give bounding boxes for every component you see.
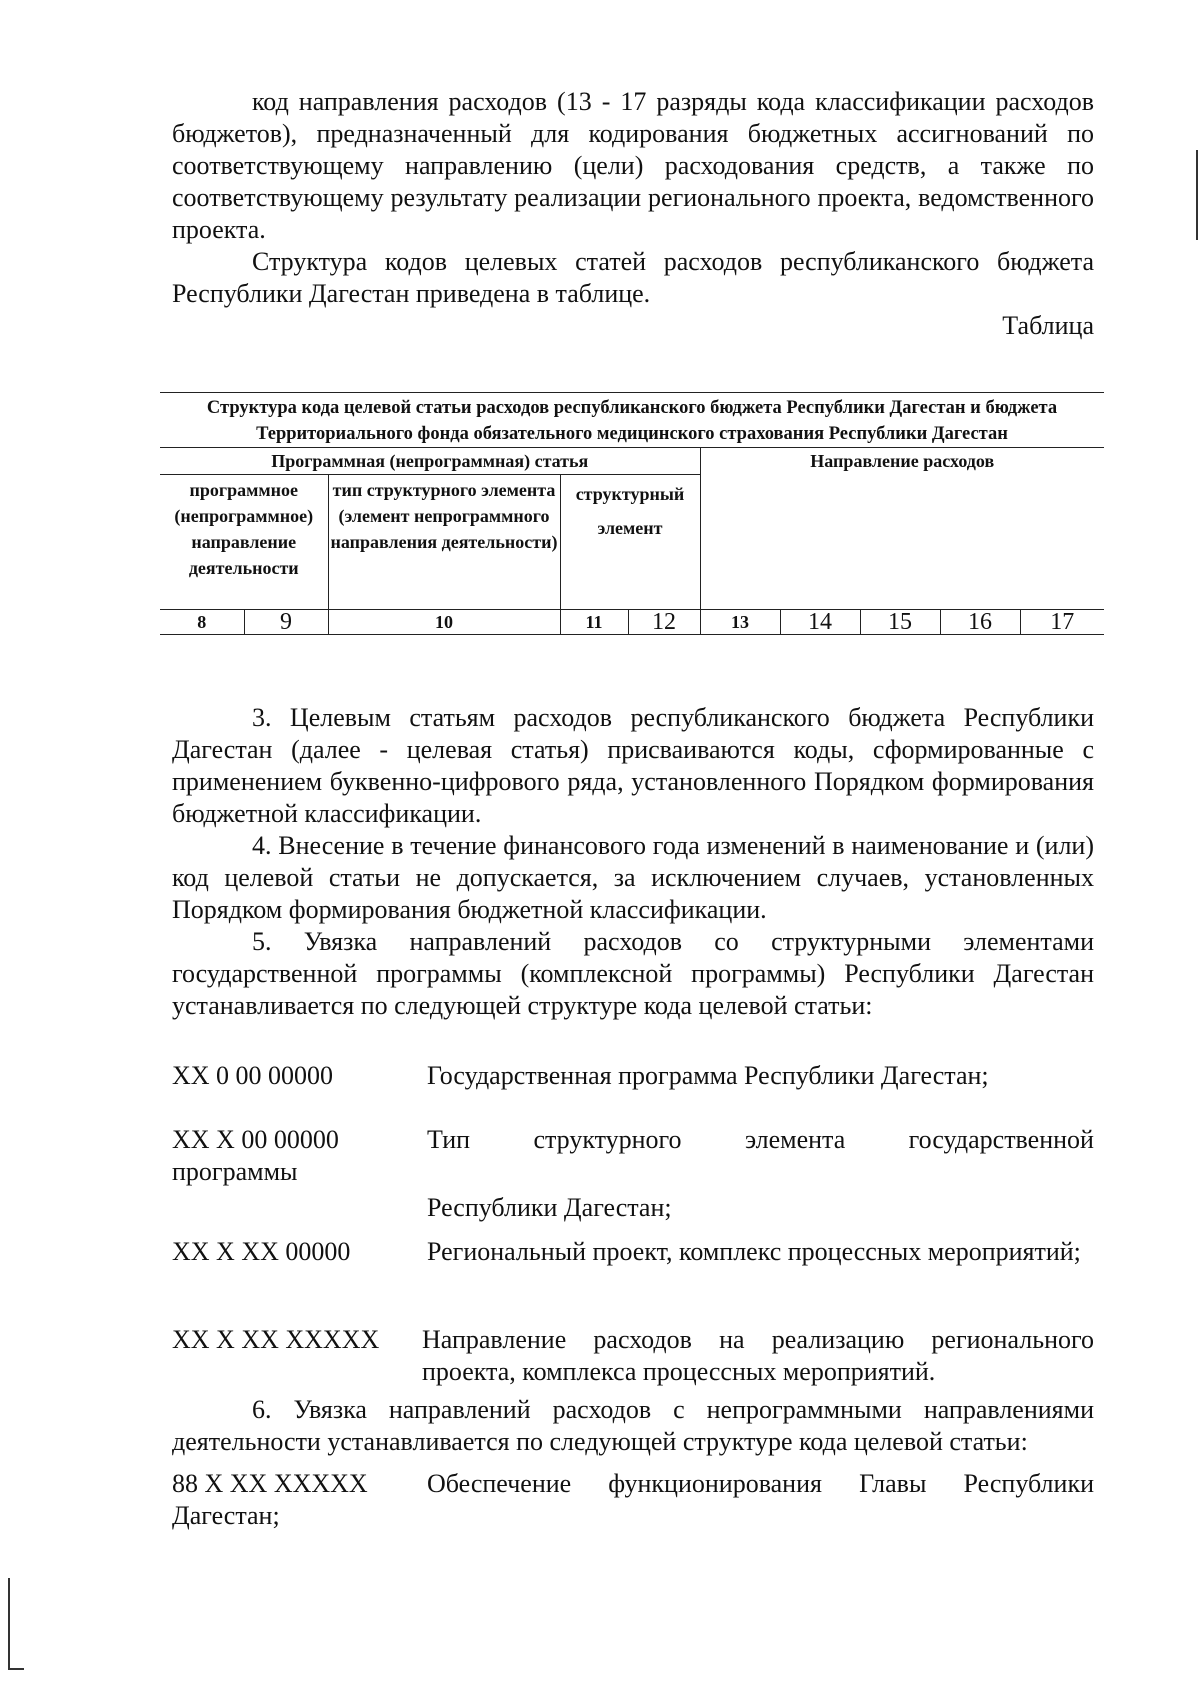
code-description-line2: Республики Дагестан; xyxy=(427,1193,672,1222)
table-digit-cell: 8 xyxy=(160,610,244,635)
paragraph: 6. Увязка направлений расходов с непрограммными направлениями деятельности устанавливается по следующей структуре кода целевой статьи: xyxy=(172,1395,1094,1456)
code-value: XX X 00 00000 xyxy=(172,1125,339,1154)
table-label: Таблица xyxy=(1002,311,1094,340)
code-description: Обеспечение функционирования Главы Республики Дагестан; xyxy=(172,1469,1094,1530)
paragraph: 3. Целевым статьям расходов республиканского бюджета Республики Дагестан (далее - целевая статья) присваиваются коды, сформированные с применением буквенно-цифрового ряда, установленного Порядком формирования бюджетной классификации. xyxy=(172,703,1094,828)
table-digit-cell: 15 xyxy=(860,610,940,635)
code-description: Направление расходов на реализацию регионального проекта, комплекса процессных мероприятий. xyxy=(422,1325,1094,1386)
code-row xyxy=(172,1468,1094,1532)
scan-edge-mark xyxy=(8,1578,10,1670)
table-header-col1: программное (непрограммное) направление деятельности xyxy=(160,475,328,610)
table-header-col3: структурный элемент xyxy=(560,475,700,610)
code-description-word: государственной xyxy=(908,1125,1094,1154)
code-row xyxy=(172,1124,1094,1224)
body-section xyxy=(172,702,1094,1022)
code-value: XX 0 00 00000 xyxy=(172,1061,334,1090)
paragraph: 5. Увязка направлений расходов со структурными элементами государственной программы (комплексной программы) Республики Дагестан устанавливается по следующей структуре кода целевой статьи: xyxy=(172,927,1094,1020)
table-digit-cell: 16 xyxy=(940,610,1020,635)
table-title: Структура кода целевой статьи расходов республиканского бюджета Республики Дагестан и бюджета Территориального фонда обязательного медицинского страхования Республики Дагестан xyxy=(206,398,1058,444)
code-description-wrap: программы xyxy=(172,1157,298,1186)
table-header-col2: тип структурного элемента (элемент непрограммного направления деятельности) xyxy=(328,475,560,610)
paragraph: 4. Внесение в течение финансового года изменений в наименование и (или) код целевой статьи не допускается, за исключением случаев, установленных Порядком формирования бюджетной классификации. xyxy=(172,831,1094,924)
code-row xyxy=(172,1324,1094,1388)
code-value: 88 X XX XXXXX xyxy=(172,1469,368,1498)
nonprogram-section xyxy=(172,1394,1094,1458)
code-description xyxy=(427,1124,1094,1156)
code-description: Государственная программа Республики Дагестан; xyxy=(427,1061,989,1090)
table-header-direction: Направление расходов xyxy=(700,448,1104,610)
scan-edge-mark xyxy=(1196,150,1198,240)
table-digit-cell: 13 xyxy=(700,610,780,635)
table-digit-cell: 9 xyxy=(244,610,328,635)
code-description: Региональный проект, комплекс процессных мероприятий; xyxy=(427,1237,1081,1266)
table-digit-cell: 10 xyxy=(328,610,560,635)
code-value: XX X XX 00000 xyxy=(172,1237,351,1266)
paragraph: Структура кодов целевых статей расходов республиканского бюджета Республики Дагестан приведена в таблице. xyxy=(172,247,1094,308)
table-digit-cell: 17 xyxy=(1020,610,1104,635)
table-digit-cell: 12 xyxy=(628,610,700,635)
table-digit-cell: 11 xyxy=(560,610,628,635)
code-description-word: структурного xyxy=(533,1125,682,1154)
table-grid xyxy=(160,447,1104,635)
code-row xyxy=(172,1236,1094,1300)
code-description-word: Тип xyxy=(427,1125,471,1154)
code-description-word: элемента xyxy=(744,1125,846,1154)
code-row xyxy=(172,1060,1094,1092)
scan-edge-mark xyxy=(8,1668,24,1670)
intro-section xyxy=(172,86,1094,342)
table-header-program: Программная (непрограммная) статья xyxy=(160,448,700,475)
code-structure-table xyxy=(160,392,1104,635)
code-value: XX X XX XXXXX xyxy=(172,1325,380,1354)
paragraph: код направления расходов (13 - 17 разряды кода классификации расходов бюджетов), предназначенный для кодирования бюджетных ассигнований по соответствующему направлению (цели) расходования средств, а также по соответствующему результату реализации регионального проекта, ведомственного проекта. xyxy=(172,87,1094,244)
table-digit-cell: 14 xyxy=(780,610,860,635)
